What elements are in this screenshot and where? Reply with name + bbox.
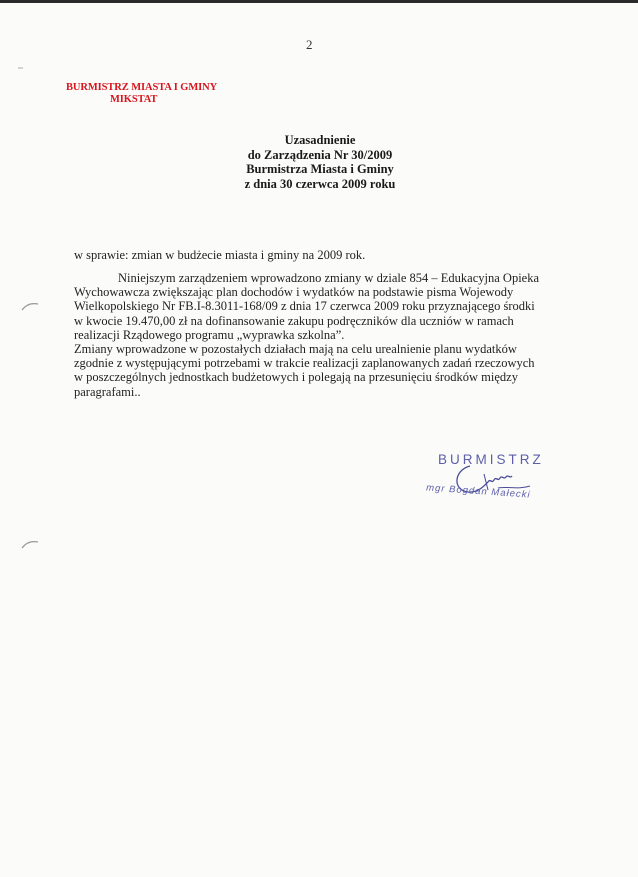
issuer-stamp-header bbox=[66, 82, 216, 106]
body-line: w poszczególnych jednostkach budżetowych i polegają na przesunięciu środków między bbox=[74, 370, 518, 385]
title-line3: Burmistrza Miasta i Gminy bbox=[246, 162, 394, 176]
body-line: Niniejszym zarządzeniem wprowadzono zmiany w dziale 854 – Edukacyjna Opieka bbox=[118, 271, 540, 285]
title-line2: do Zarządzenia Nr 30/2009 bbox=[247, 147, 393, 162]
body-line: paragrafami.. bbox=[74, 384, 141, 399]
title-line4: z dnia 30 czerwca 2009 roku bbox=[244, 176, 396, 191]
document-title bbox=[160, 133, 480, 191]
subject-line: w sprawie: zmian w budżecie miasta i gminy na 2009 rok. bbox=[74, 248, 366, 262]
body-text bbox=[74, 271, 544, 399]
page-number: 2 bbox=[306, 37, 313, 52]
scan-top-edge bbox=[0, 0, 638, 3]
body-line: realizacji Rządowego programu „wyprawka szkolna”. bbox=[74, 327, 345, 342]
issuer-stamp-line1: BURMISTRZ MIASTA I GMINY bbox=[66, 82, 218, 93]
punch-hole-mark-lower bbox=[20, 538, 40, 552]
body-line: Wielkopolskiego Nr FB.I-8.3011-168/09 z dnia 17 czerwca 2009 roku przyznającego środki bbox=[74, 299, 535, 314]
body-line: w kwocie 19.470,00 zł na dofinansowanie zakupu podręczników dla uczniów w ramach bbox=[74, 313, 514, 328]
body-line: Wychowawcza zwiększając plan dochodów i wydatków na podstawie pisma Wojewody bbox=[74, 285, 514, 300]
punch-hole-mark-upper bbox=[20, 300, 40, 314]
body-line: zgodnie z występującymi potrzebami w trakcie realizacji zaplanowanych zadań rzeczowych bbox=[74, 356, 535, 371]
body-line: Zmiany wprowadzone w pozostałych działach mają na celu urealnienie planu wydatków bbox=[74, 342, 517, 357]
signature-stamp-name: mgr Bogdan Małecki bbox=[425, 482, 531, 501]
signature-stamp bbox=[418, 450, 558, 510]
scan-speck bbox=[18, 66, 24, 70]
signature-stamp-title: BURMISTRZ bbox=[438, 452, 544, 467]
issuer-stamp-line2: MIKSTAT bbox=[110, 94, 158, 105]
title-line1: Uzasadnienie bbox=[284, 133, 356, 147]
